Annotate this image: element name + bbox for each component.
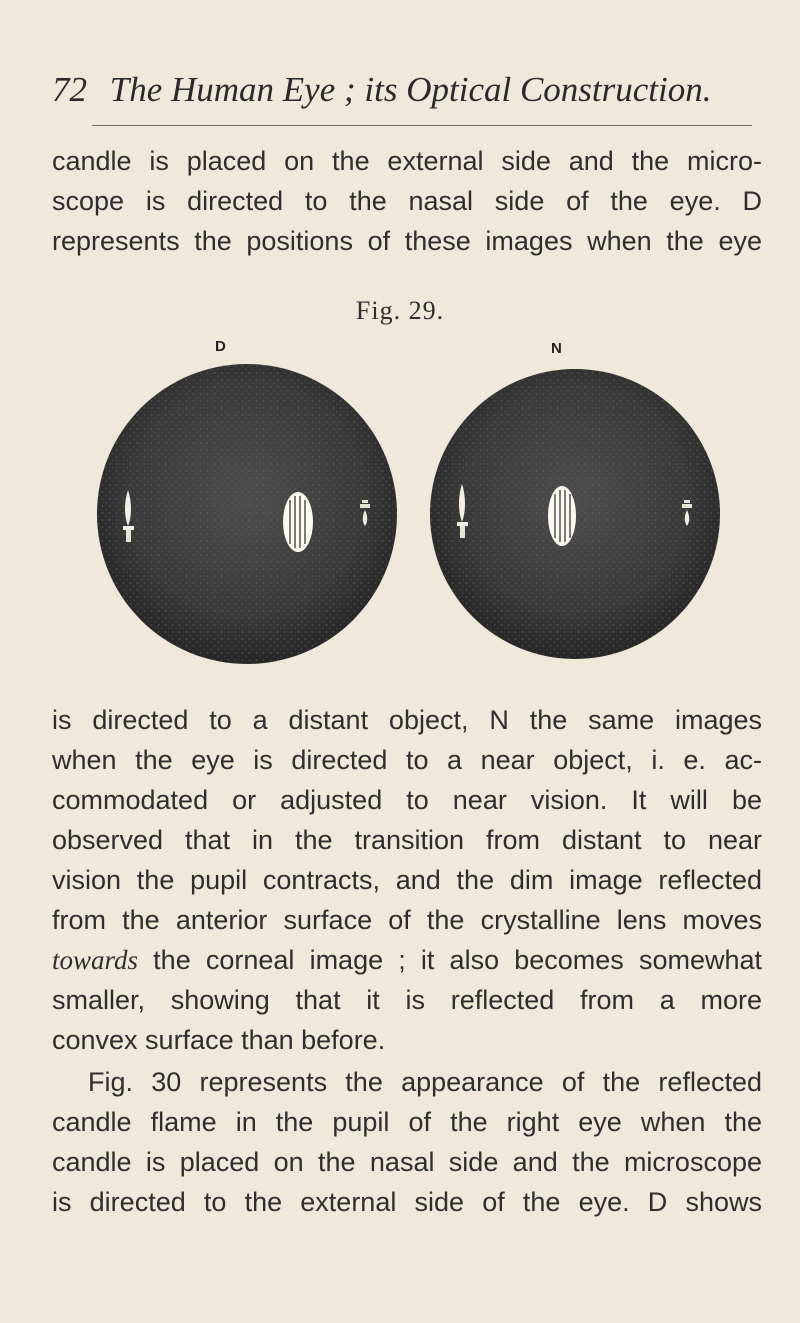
text-line: candle is placed on the nasal side and the microscope [52,1147,762,1177]
text-line: when the eye is directed to a near object, i. e. ac- [52,745,762,775]
text-line: candle flame in the pupil of the right eye when the [52,1107,762,1137]
top-paragraph [52,141,762,261]
running-header [52,70,752,110]
text-line: scope is directed to the nasal side of the eye. D [52,186,762,216]
text-line: candle is placed on the external side and the micro- [52,146,762,176]
text-line: from the anterior surface of the crystalline lens moves [52,905,762,935]
corneal-image [283,492,313,552]
text-fragment: the corneal image ; it also becomes somewhat [138,945,762,975]
italic-word: towards [52,945,139,975]
pupil-disc-n [430,369,720,659]
pupil-disc-d [97,364,397,664]
corneal-image [548,486,576,546]
text-line: is directed to the external side of the eye. D shows [52,1187,762,1217]
text-line: observed that in the transition from distant to near [52,825,762,855]
second-paragraph [52,1062,762,1222]
figure-title: Fig. 29. [355,296,445,325]
text-line [52,940,762,980]
figure-29-illustration [80,350,740,680]
text-line: represents the positions of these images when the eye [52,226,762,256]
text-line: vision the pupil contracts, and the dim image reflected [52,865,762,895]
figure-label-d: D [215,338,226,355]
page-number: 72 [52,70,87,109]
text-line: is directed to a distant object, N the same images [52,705,762,735]
text-line: Fig. 30 represents the appearance of the reflected [88,1067,762,1097]
body-paragraph [52,700,762,1060]
text-line: smaller, showing that it is reflected from a more [52,985,762,1015]
text-line: commodated or adjusted to near vision. It will be [52,785,762,815]
header-rule [92,125,752,126]
running-title: The Human Eye ; its Optical Construction. [109,70,712,109]
text-line: convex surface than before. [52,1025,386,1055]
figure-label-n: N [551,340,562,357]
